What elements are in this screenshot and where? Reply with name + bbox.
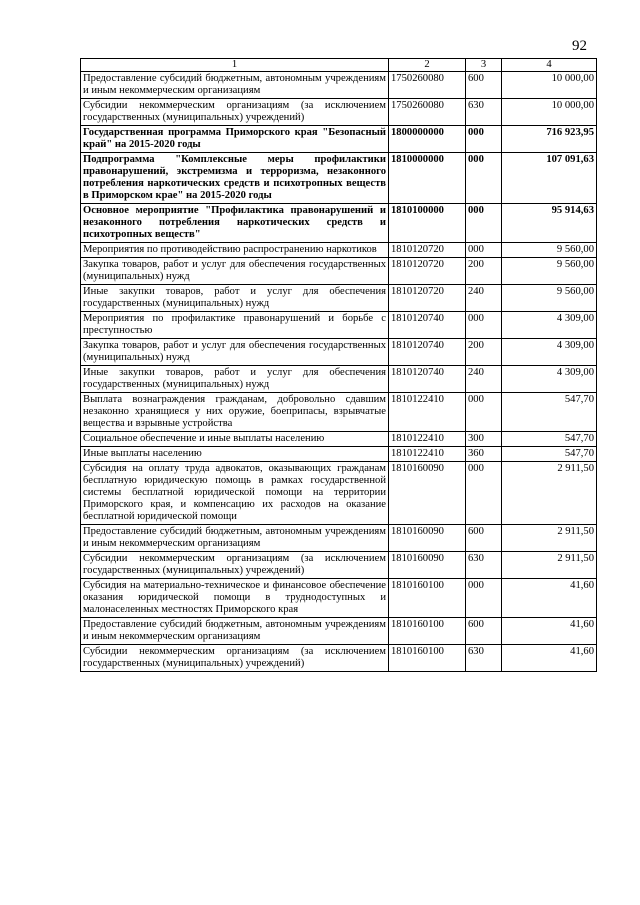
row-amount-cell: 716 923,95 [502,126,597,153]
row-name-cell: Закупка товаров, работ и услуг для обеспечения государственных (муниципальных) нужд [81,339,389,366]
table-row [81,72,597,99]
row-amount-cell: 2 911,50 [502,462,597,525]
row-vr-cell: 000 [466,312,502,339]
header-col-csr: 2 [389,59,466,72]
row-csr-cell: 1750260080 [389,72,466,99]
row-name-cell: Субсидии некоммерческим организациям (за исключением государственных (муниципальных) учреждений) [81,552,389,579]
row-amount-cell: 547,70 [502,432,597,447]
row-vr-cell: 360 [466,447,502,462]
row-vr-cell: 000 [466,462,502,525]
table-row [81,312,597,339]
row-csr-cell: 1810120740 [389,366,466,393]
row-vr-cell: 000 [466,393,502,432]
table-row [81,204,597,243]
row-vr-cell: 600 [466,72,502,99]
table-row [81,366,597,393]
row-vr-cell: 630 [466,645,502,672]
row-csr-cell: 1810000000 [389,153,466,204]
row-amount-cell: 4 309,00 [502,366,597,393]
row-name-cell: Мероприятия по профилактике правонарушений и борьбе с преступностью [81,312,389,339]
table-row [81,552,597,579]
table-row [81,153,597,204]
table-row [81,243,597,258]
row-vr-cell: 000 [466,204,502,243]
table-row [81,645,597,672]
row-name-cell: Субсидия на материально-техническое и финансовое обеспечение оказания юридической помощи в труднодоступных и малонаселенных местностях Приморского края [81,579,389,618]
row-csr-cell: 1810122410 [389,393,466,432]
row-name-cell: Предоставление субсидий бюджетным, автономным учреждениям и иным некоммерческим организациям [81,72,389,99]
row-name-cell: Мероприятия по противодействию распространению наркотиков [81,243,389,258]
row-csr-cell: 1810160090 [389,552,466,579]
row-amount-cell: 10 000,00 [502,72,597,99]
row-csr-cell: 1810120720 [389,285,466,312]
row-name-cell: Закупка товаров, работ и услуг для обеспечения государственных (муниципальных) нужд [81,258,389,285]
row-vr-cell: 000 [466,153,502,204]
row-csr-cell: 1810160090 [389,462,466,525]
row-amount-cell: 9 560,00 [502,258,597,285]
row-amount-cell: 41,60 [502,618,597,645]
header-col-name: 1 [81,59,389,72]
row-csr-cell: 1810160100 [389,618,466,645]
row-vr-cell: 240 [466,366,502,393]
table-row [81,462,597,525]
table-row [81,579,597,618]
table-row [81,258,597,285]
row-amount-cell: 547,70 [502,447,597,462]
row-amount-cell: 4 309,00 [502,312,597,339]
row-csr-cell: 1810100000 [389,204,466,243]
row-csr-cell: 1810160100 [389,645,466,672]
row-amount-cell: 10 000,00 [502,99,597,126]
row-name-cell: Субсидии некоммерческим организациям (за исключением государственных (муниципальных) учреждений) [81,99,389,126]
row-amount-cell: 41,60 [502,645,597,672]
row-name-cell: Предоставление субсидий бюджетным, автономным учреждениям и иным некоммерческим организациям [81,618,389,645]
row-csr-cell: 1810160100 [389,579,466,618]
row-csr-cell: 1810120720 [389,258,466,285]
row-amount-cell: 2 911,50 [502,552,597,579]
page-number: 92 [572,38,587,54]
row-amount-cell: 4 309,00 [502,339,597,366]
row-amount-cell: 9 560,00 [502,243,597,258]
row-vr-cell: 300 [466,432,502,447]
row-vr-cell: 630 [466,552,502,579]
row-csr-cell: 1810120720 [389,243,466,258]
row-csr-cell: 1810160090 [389,525,466,552]
table-row [81,285,597,312]
row-name-cell: Выплата вознаграждения гражданам, добровольно сдавшим незаконно хранящиеся у них оружие, боеприпасы, взрывчатые вещества и взрывные устройства [81,393,389,432]
table-row [81,126,597,153]
table-body [81,72,597,672]
row-vr-cell: 240 [466,285,502,312]
row-csr-cell: 1810122410 [389,432,466,447]
row-csr-cell: 1810120740 [389,312,466,339]
table-row [81,99,597,126]
row-amount-cell: 9 560,00 [502,285,597,312]
row-name-cell: Социальное обеспечение и иные выплаты населению [81,432,389,447]
row-csr-cell: 1800000000 [389,126,466,153]
row-vr-cell: 000 [466,579,502,618]
row-vr-cell: 000 [466,243,502,258]
row-name-cell: Иные закупки товаров, работ и услуг для обеспечения государственных (муниципальных) нужд [81,366,389,393]
row-vr-cell: 600 [466,618,502,645]
row-vr-cell: 200 [466,258,502,285]
row-vr-cell: 000 [466,126,502,153]
row-name-cell: Основное мероприятие "Профилактика правонарушений и незаконного потребления наркотических средств и психотропных веществ" [81,204,389,243]
row-name-cell: Субсидия на оплату труда адвокатов, оказывающих гражданам бесплатную юридическую помощь в рамках государственной системы бесплатной юридической помощи на территории Приморского края, и компенсацию их расходов на оказание бесплатной юридической помощи [81,462,389,525]
row-amount-cell: 547,70 [502,393,597,432]
row-vr-cell: 630 [466,99,502,126]
row-amount-cell: 107 091,63 [502,153,597,204]
row-name-cell: Иные выплаты населению [81,447,389,462]
table-row [81,447,597,462]
row-vr-cell: 200 [466,339,502,366]
row-name-cell: Подпрограмма "Комплексные меры профилактики правонарушений, экстремизма и терроризма, незаконного потребления наркотических средств и психотропных веществ в Приморском крае" на 2015-2020 годы [81,153,389,204]
row-name-cell: Иные закупки товаров, работ и услуг для обеспечения государственных (муниципальных) нужд [81,285,389,312]
header-col-vr: 3 [466,59,502,72]
row-csr-cell: 1810122410 [389,447,466,462]
header-col-amount: 4 [502,59,597,72]
row-amount-cell: 95 914,63 [502,204,597,243]
row-vr-cell: 600 [466,525,502,552]
row-csr-cell: 1750260080 [389,99,466,126]
table-row [81,393,597,432]
table-header-row [81,59,597,72]
table-row [81,339,597,366]
table-row [81,525,597,552]
budget-table [80,58,597,672]
row-amount-cell: 2 911,50 [502,525,597,552]
row-csr-cell: 1810120740 [389,339,466,366]
row-name-cell: Государственная программа Приморского края "Безопасный край" на 2015-2020 годы [81,126,389,153]
row-amount-cell: 41,60 [502,579,597,618]
table-row [81,432,597,447]
row-name-cell: Субсидии некоммерческим организациям (за исключением государственных (муниципальных) учреждений) [81,645,389,672]
table-row [81,618,597,645]
row-name-cell: Предоставление субсидий бюджетным, автономным учреждениям и иным некоммерческим организациям [81,525,389,552]
